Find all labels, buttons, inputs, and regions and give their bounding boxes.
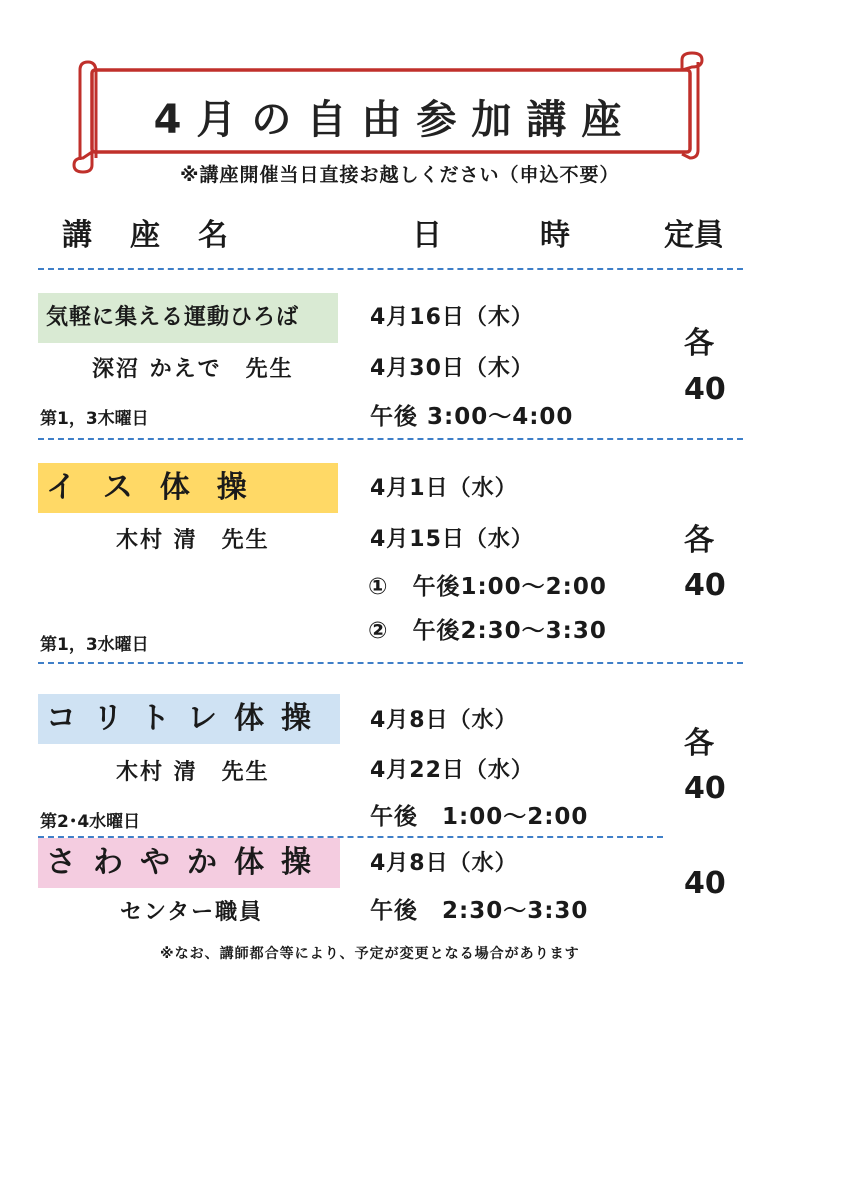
- schedule-3: 第2･4水曜日: [40, 812, 141, 832]
- course-name-3: コリトレ体操: [38, 694, 340, 744]
- divider: [38, 438, 743, 440]
- date-3-2: 4月22日（水）: [370, 758, 534, 783]
- course-name-1: 気軽に集える運動ひろば: [38, 293, 338, 343]
- date-1-1: 4月16日（木）: [370, 305, 534, 330]
- divider: [38, 662, 743, 664]
- schedule-2: 第1，3水曜日: [40, 635, 149, 655]
- date-2-2: 4月15日（水）: [370, 527, 534, 552]
- time-3-1: 午後 1:00〜2:00: [370, 804, 589, 830]
- teacher-name-2: 木村 清 先生: [116, 528, 270, 553]
- header-capacity: 定員: [664, 218, 724, 253]
- teacher-name-4: センター職員: [120, 900, 264, 925]
- teacher-name-3: 木村 清 先生: [116, 760, 270, 785]
- date-3-1: 4月8日（水）: [370, 708, 518, 733]
- footnote: ※なお、講師都合等により、予定が変更となる場合があります: [160, 946, 580, 962]
- header-datetime: 日 時: [412, 218, 572, 253]
- capacity-prefix-3: 各: [684, 726, 714, 761]
- capacity-1: 40: [684, 372, 726, 407]
- capacity-4: 40: [684, 866, 726, 901]
- time-2-1: ① 午後1:00〜2:00: [368, 574, 607, 600]
- date-1-2: 4月30日（木）: [370, 356, 534, 381]
- course-name-2: イス体操: [38, 463, 338, 513]
- teacher-name-1: 深沼 かえで 先生: [92, 357, 294, 382]
- capacity-prefix-2: 各: [684, 523, 714, 558]
- capacity-prefix-1: 各: [684, 326, 714, 361]
- capacity-3: 40: [684, 771, 726, 806]
- time-4-1: 午後 2:30〜3:30: [370, 898, 589, 924]
- course-name-4: さわやか体操: [38, 838, 340, 888]
- capacity-2: 40: [684, 568, 726, 603]
- divider: [38, 268, 743, 270]
- page-title: 4月の自由参加講座: [153, 97, 637, 143]
- time-2-2: ② 午後2:30〜3:30: [368, 618, 607, 644]
- date-2-1: 4月1日（水）: [370, 476, 518, 501]
- notice-text: ※講座開催当日直接お越しください（申込不要）: [180, 164, 620, 186]
- time-1-1: 午後 3:00〜4:00: [370, 404, 574, 430]
- header-course-name: 講 座 名: [62, 218, 232, 253]
- schedule-1: 第1，3木曜日: [40, 409, 149, 429]
- date-4-1: 4月8日（水）: [370, 851, 518, 876]
